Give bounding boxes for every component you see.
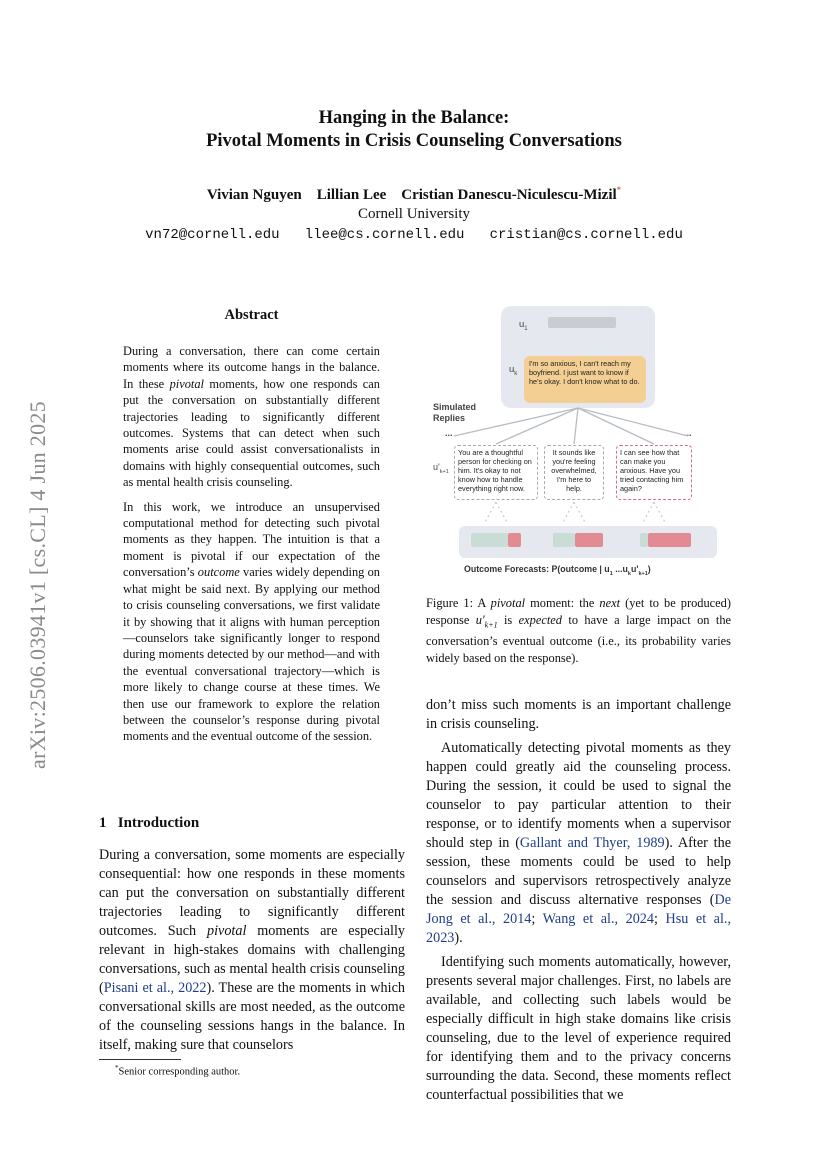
simulated-reply-1: You are a thoughtful person for checking on him. It's okay to not know how to handle everything right now. xyxy=(454,445,538,500)
paper-title-line1: Hanging in the Balance: xyxy=(318,108,510,128)
email-list: vn72@cornell.edu llee@cs.cornell.edu cristian@cs.cornell.edu xyxy=(145,227,683,243)
arxiv-stamp: arXiv:2506.03941v1 [cs.CL] 4 Jun 2025 xyxy=(25,401,50,769)
u1-label: $u_1$ xyxy=(519,319,528,332)
right-paragraph-1: don’t miss such moments is an important challenge in crisis counseling. xyxy=(426,697,731,732)
abstract-heading: Abstract xyxy=(224,307,279,323)
outcome-forecast-label: Outcome Forecasts: P(outcome | $u_1$ $...u_ku'_{k+1}$) xyxy=(464,564,651,577)
simulated-reply-3: I can see how that can make you anxious. Have you tried contacting him again? xyxy=(616,445,692,500)
forecast-bar-positive xyxy=(575,533,603,547)
uk-label: $u_k$ xyxy=(509,364,518,377)
forecast-bar-positive xyxy=(508,533,521,547)
forecast-bar-negative xyxy=(553,533,575,547)
citation-link[interactable]: Pisani et al., 2022 xyxy=(103,980,207,996)
citation-link[interactable]: Gallant and Thyer, 1989 xyxy=(519,835,665,851)
abstract-paragraph-1: During a conversation, there can come certain moments where its outcome hangs in the balance. In these pivotal moments, how one responds can put the conversation on substantially different trajectories leading to significantly different outcomes. Systems that can detect when such moments arise could assist conversationalists in domains with highly consequential outcomes, such as mental health crisis counseling. xyxy=(123,344,380,490)
forecast-bar-negative xyxy=(471,533,508,547)
section-heading-introduction: 1 Introduction xyxy=(99,815,200,831)
intro-paragraph-1: During a conversation, some moments are especially consequential: how one responds in these moments can put the conversation on substantially different trajectories leading to significantly different outcomes. Such pivotal moments are especially relevant in high-stakes domains with challenging conversations, such as mental health crisis counseling (Pisani et al., 2022). These are the moments in which conversational skills are most needed, as the outcome of the counseling sessions hangs in the balance. In itself, making sure that counselors xyxy=(99,847,406,1053)
abstract-paragraph-2: In this work, we introduce an unsupervised computational method for detecting such pivotal moments as they happen. The intuition is that a moment is pivotal if our expectation of the conversation’s outcome varies widely depending on what might be said next. By applying our method to crisis counseling conversations, we first validate it by showing that it aligns with human perception—counselors take significantly longer to respond during moments detected by our method—and with the eventual conversational trajectory—which is more likely to change course at these times. We then use our framework to explore the relation between the counselor’s response during pivotal moments and the eventual outcome of the session. xyxy=(123,499,380,744)
footnote: *Senior corresponding author. xyxy=(115,1064,241,1078)
right-paragraph-3: Identifying such moments automatically, however, presents several major challenges. First, no labels are available, and collecting such labels would be especially difficult in high stake domains like crisis counseling, due to the level of experience required for identifying them and to the privacy concerns surrounding the data. Second, these moments reflect counterfactual possibilities that we xyxy=(426,954,731,1103)
forecast-bar-negative xyxy=(640,533,648,547)
simulated-reply-2: It sounds like you're feeling overwhelmed, I'm here to help. xyxy=(544,445,604,500)
paper-title-line2: Pivotal Moments in Crisis Counseling Conversations xyxy=(206,131,622,151)
citation-link[interactable]: Wang et al., 2024 xyxy=(542,911,654,927)
ellipsis-right: ... xyxy=(684,428,692,438)
author-list xyxy=(0,185,828,204)
forecast-bar-positive xyxy=(648,533,691,547)
uprime-label: $u'_{k+1}$ xyxy=(433,462,449,475)
uk-utterance-bubble: I'm so anxious, I can't reach my boyfriend. I just want to know if he's okay. I don't know what to do. xyxy=(524,356,646,403)
affiliation: Cornell University xyxy=(357,206,471,222)
right-paragraph-2: Automatically detecting pivotal moments as they happen could greatly aid the counseling process. During the session, it could be used to signal the counselor to pay particular attention to their response, or to identify moments when a supervisor should step in (Gallant and Thyer, 1989). After the session, these moments could be used to help counselors and supervisors retrospectively analyze the session and discuss alternative responses (De Jong et al., 2014; Wang et al., 2024; Hsu et al., 2023). xyxy=(426,740,732,946)
citation-link[interactable]: Hsu et al., 2023 xyxy=(426,911,732,946)
author-mark: * xyxy=(616,185,622,195)
abstract-body xyxy=(123,343,380,745)
right-column-body xyxy=(426,696,731,1105)
figure-1-caption: Figure 1: A pivotal moment: the next (yet to be produced) response $u'_{k+1}$ is expected to have a large impact on the conversation’s eventual outcome (i.e., its probability varies widely based on the response). xyxy=(426,596,732,665)
simulated-replies-label: Simulated Replies xyxy=(433,402,477,423)
citation-link[interactable]: De Jong et al., 2014 xyxy=(426,892,731,927)
ellipsis-left: ... xyxy=(445,428,453,438)
author-names: Vivian Nguyen Lillian Lee Cristian Danescu-Niculescu-Mizil xyxy=(206,187,617,203)
footnote-rule xyxy=(99,1059,181,1060)
figure-1 xyxy=(426,304,731,584)
